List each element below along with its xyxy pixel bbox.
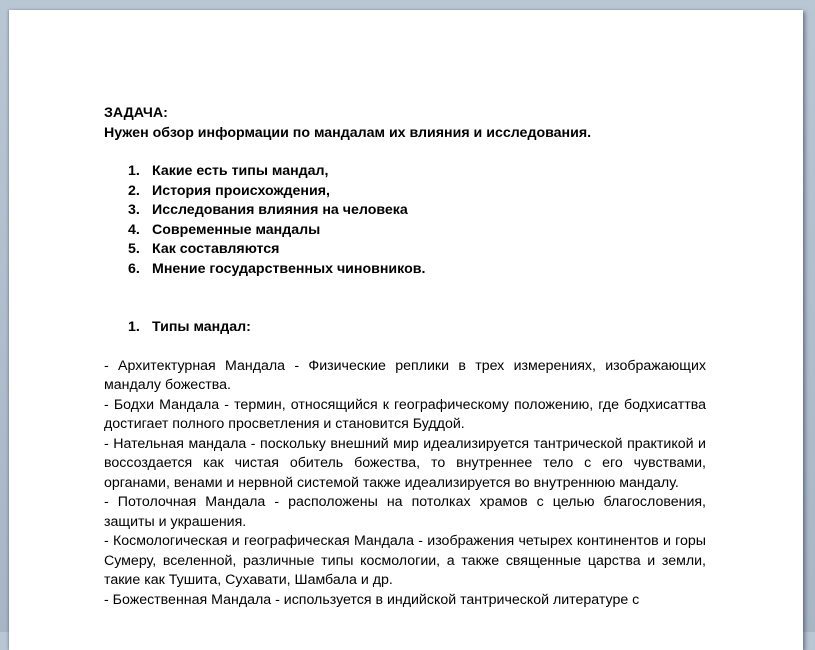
list-item (128, 221, 706, 241)
paragraph: - Космологическая и географическая Мандала - изображения четырех континентов и горы Сумеру, вселенной, различные типы космологии, а также священные царства и земли, такие как Тушита, Сухавати, Шамбала и др. (104, 533, 706, 588)
list-number: 6. (128, 260, 140, 277)
list-text: Как составляются (152, 241, 280, 257)
list-number: 1. (128, 163, 140, 179)
list-text: Исследования влияния на человека (152, 202, 408, 218)
list-text: Современные мандалы (152, 221, 321, 238)
list-text: История происхождения, (152, 182, 330, 199)
list-item (128, 201, 706, 221)
section-heading (128, 318, 706, 338)
paragraph: - Архитектурная Мандала - Физические реплики в трех измерениях, изображающих мандалу божества. (104, 357, 706, 393)
list-number: 2. (128, 182, 140, 199)
paragraph-list (104, 357, 706, 611)
paragraph: - Бодхи Мандала - термин, относящийся к географическому положению, где бодхисаттва достигает полного просветления и становится Буддой. (104, 396, 706, 432)
section-number: 1. (128, 319, 140, 335)
task-text: Нужен обзор информации по мандалам их влияния и исследования. (104, 124, 592, 141)
list-number: 4. (128, 221, 140, 238)
document-page (9, 10, 803, 650)
list-item (128, 162, 706, 182)
section-title-text: Типы мандал: (152, 319, 251, 335)
question-list (104, 162, 706, 279)
list-number: 3. (128, 202, 140, 218)
list-item (128, 260, 706, 280)
list-text: Мнение государственных чиновников. (152, 260, 426, 277)
paragraph: - Нательная мандала - поскольку внешний мир идеализируется тантрической практикой и воссоздается как чистая обитель божества, то внутреннее тело с его чувствами, органами, венами и нервной системой также идеализируется во внутреннюю мандалу. (104, 435, 706, 491)
paragraph: - Божественная Мандала - используется в индийской тантрической литературе с (104, 591, 640, 608)
list-number: 5. (128, 241, 140, 257)
list-text: Какие есть типы мандал, (152, 163, 329, 179)
list-item (128, 182, 706, 202)
paragraph: - Потолочная Мандала - расположены на потолках храмов с целью благословения, защиты и украшения. (104, 494, 706, 530)
task-label: ЗАДАЧА: (104, 105, 168, 121)
list-item (128, 240, 706, 260)
document-body (104, 104, 706, 610)
